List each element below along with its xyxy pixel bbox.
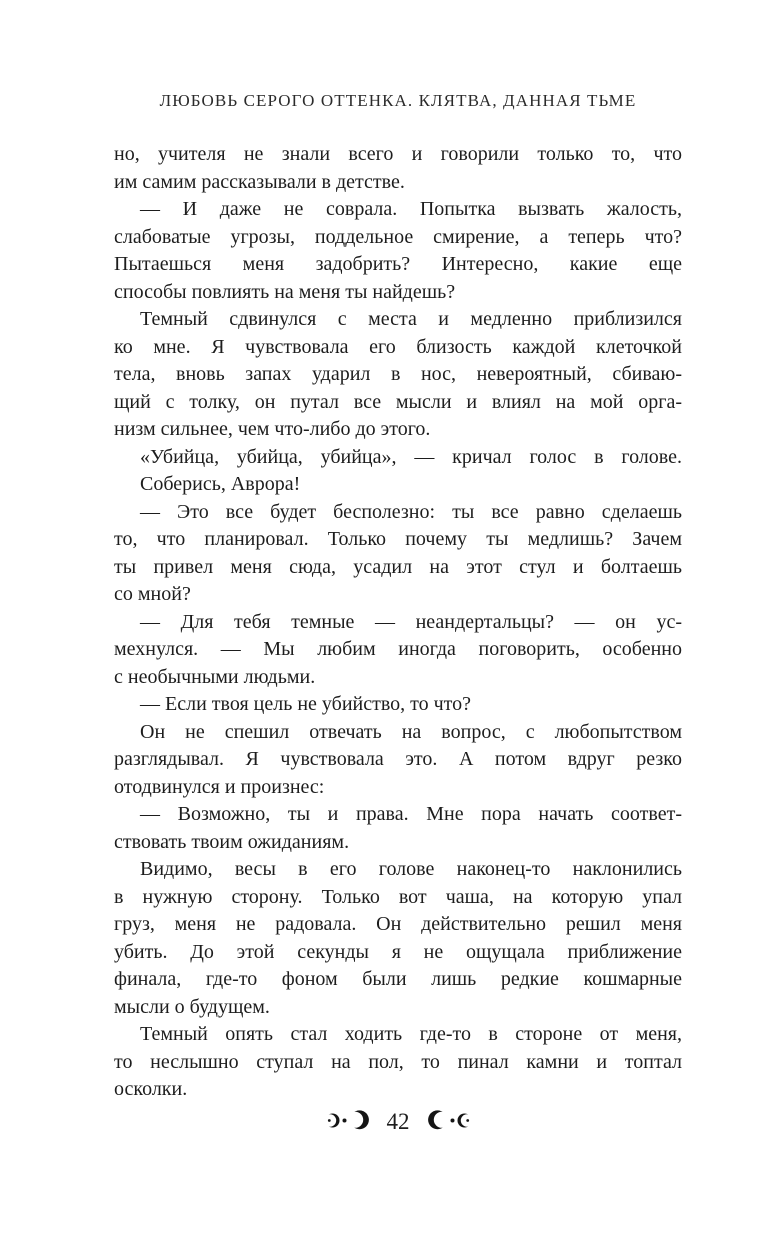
text-line: — Если твоя цель не убийство, то что?: [140, 693, 472, 715]
text-line: мысли о будущем.: [114, 995, 270, 1018]
body-text: [114, 141, 682, 1104]
text-line: то, что планировал. Только почему ты медлишь? Зачем: [114, 528, 682, 550]
text-line: осколки.: [114, 1078, 188, 1100]
text-line: ко мне. Я чувствовала его близость каждой клеточкой: [114, 335, 682, 358]
text-line: груз, меня не радовала. Он действительно решил меня: [114, 913, 682, 935]
page-footer: [114, 1106, 682, 1134]
text-line: способы повлиять на меня ты найдешь?: [114, 280, 456, 303]
text-line: низм сильнее, чем что-либо до этого.: [114, 418, 431, 440]
text-line: мехнулся. — Мы любим иногда поговорить, особенно: [114, 638, 682, 660]
text-line: но, учителя не знали всего и говорили только то, что: [114, 143, 682, 165]
crescent-moons-left-icon: [324, 1108, 370, 1132]
text-line: ты привел меня сюда, усадил на этот стул и болтаешь: [114, 555, 682, 578]
text-line: ствовать твоим ожиданиям.: [114, 830, 350, 853]
text-line: финала, где-то фоном были лишь редкие кошмарные: [114, 968, 682, 990]
text-line: — Для тебя темные — неандертальцы? — он ус-: [140, 610, 682, 633]
text-line: Пытаешься меня задобрить? Интересно, какие еще: [114, 253, 682, 275]
text-line: тела, вновь запах ударил в нос, невероятный, сбиваю-: [114, 363, 682, 385]
text-line: отодвинулся и произнес:: [114, 775, 325, 798]
crescent-moons-right-icon: [427, 1108, 473, 1132]
text-line: — Возможно, ты и права. Мне пора начать соответ-: [140, 803, 682, 825]
text-line: им самим рассказывали в детстве.: [114, 170, 405, 193]
text-line: — И даже не соврала. Попытка вызвать жалость,: [140, 198, 682, 220]
text-line: то неслышно ступал на пол, то пинал камни и топтал: [114, 1050, 682, 1073]
text-line: со мной?: [114, 583, 191, 605]
page-number: 42: [386, 1108, 410, 1134]
text-line: с необычными людьми.: [114, 665, 316, 688]
text-line: Видимо, весы в его голове наконец-то наклонились: [140, 858, 682, 880]
text-line: слабоватые угрозы, поддельное смирение, а теперь что?: [114, 225, 682, 248]
text-line: разглядывал. Я чувствовала это. А потом вдруг резко: [114, 748, 682, 770]
text-line: Он не спешил отвечать на вопрос, с любопытством: [140, 720, 682, 743]
text-line: — Это все будет бесполезно: ты все равно сделаешь: [140, 500, 682, 523]
text-line: убить. До этой секунды я не ощущала приближение: [114, 940, 682, 963]
text-line: Соберись, Аврора!: [140, 473, 301, 495]
text-line: щий с толку, он путал все мысли и влиял на мой орга-: [114, 390, 682, 413]
text-line: Темный опять стал ходить где-то в стороне от меня,: [140, 1023, 682, 1045]
text-line: в нужную сторону. Только вот чаша, на которую упал: [114, 885, 682, 908]
text-line: Темный сдвинулся с места и медленно приблизился: [140, 308, 682, 330]
text-line: «Убийца, убийца, убийца», — кричал голос в голове.: [140, 445, 682, 468]
running-header: ЛЮБОВЬ СЕРОГО ОТТЕНКА. КЛЯТВА, ДАННАЯ ТЬМЕ: [159, 91, 637, 110]
